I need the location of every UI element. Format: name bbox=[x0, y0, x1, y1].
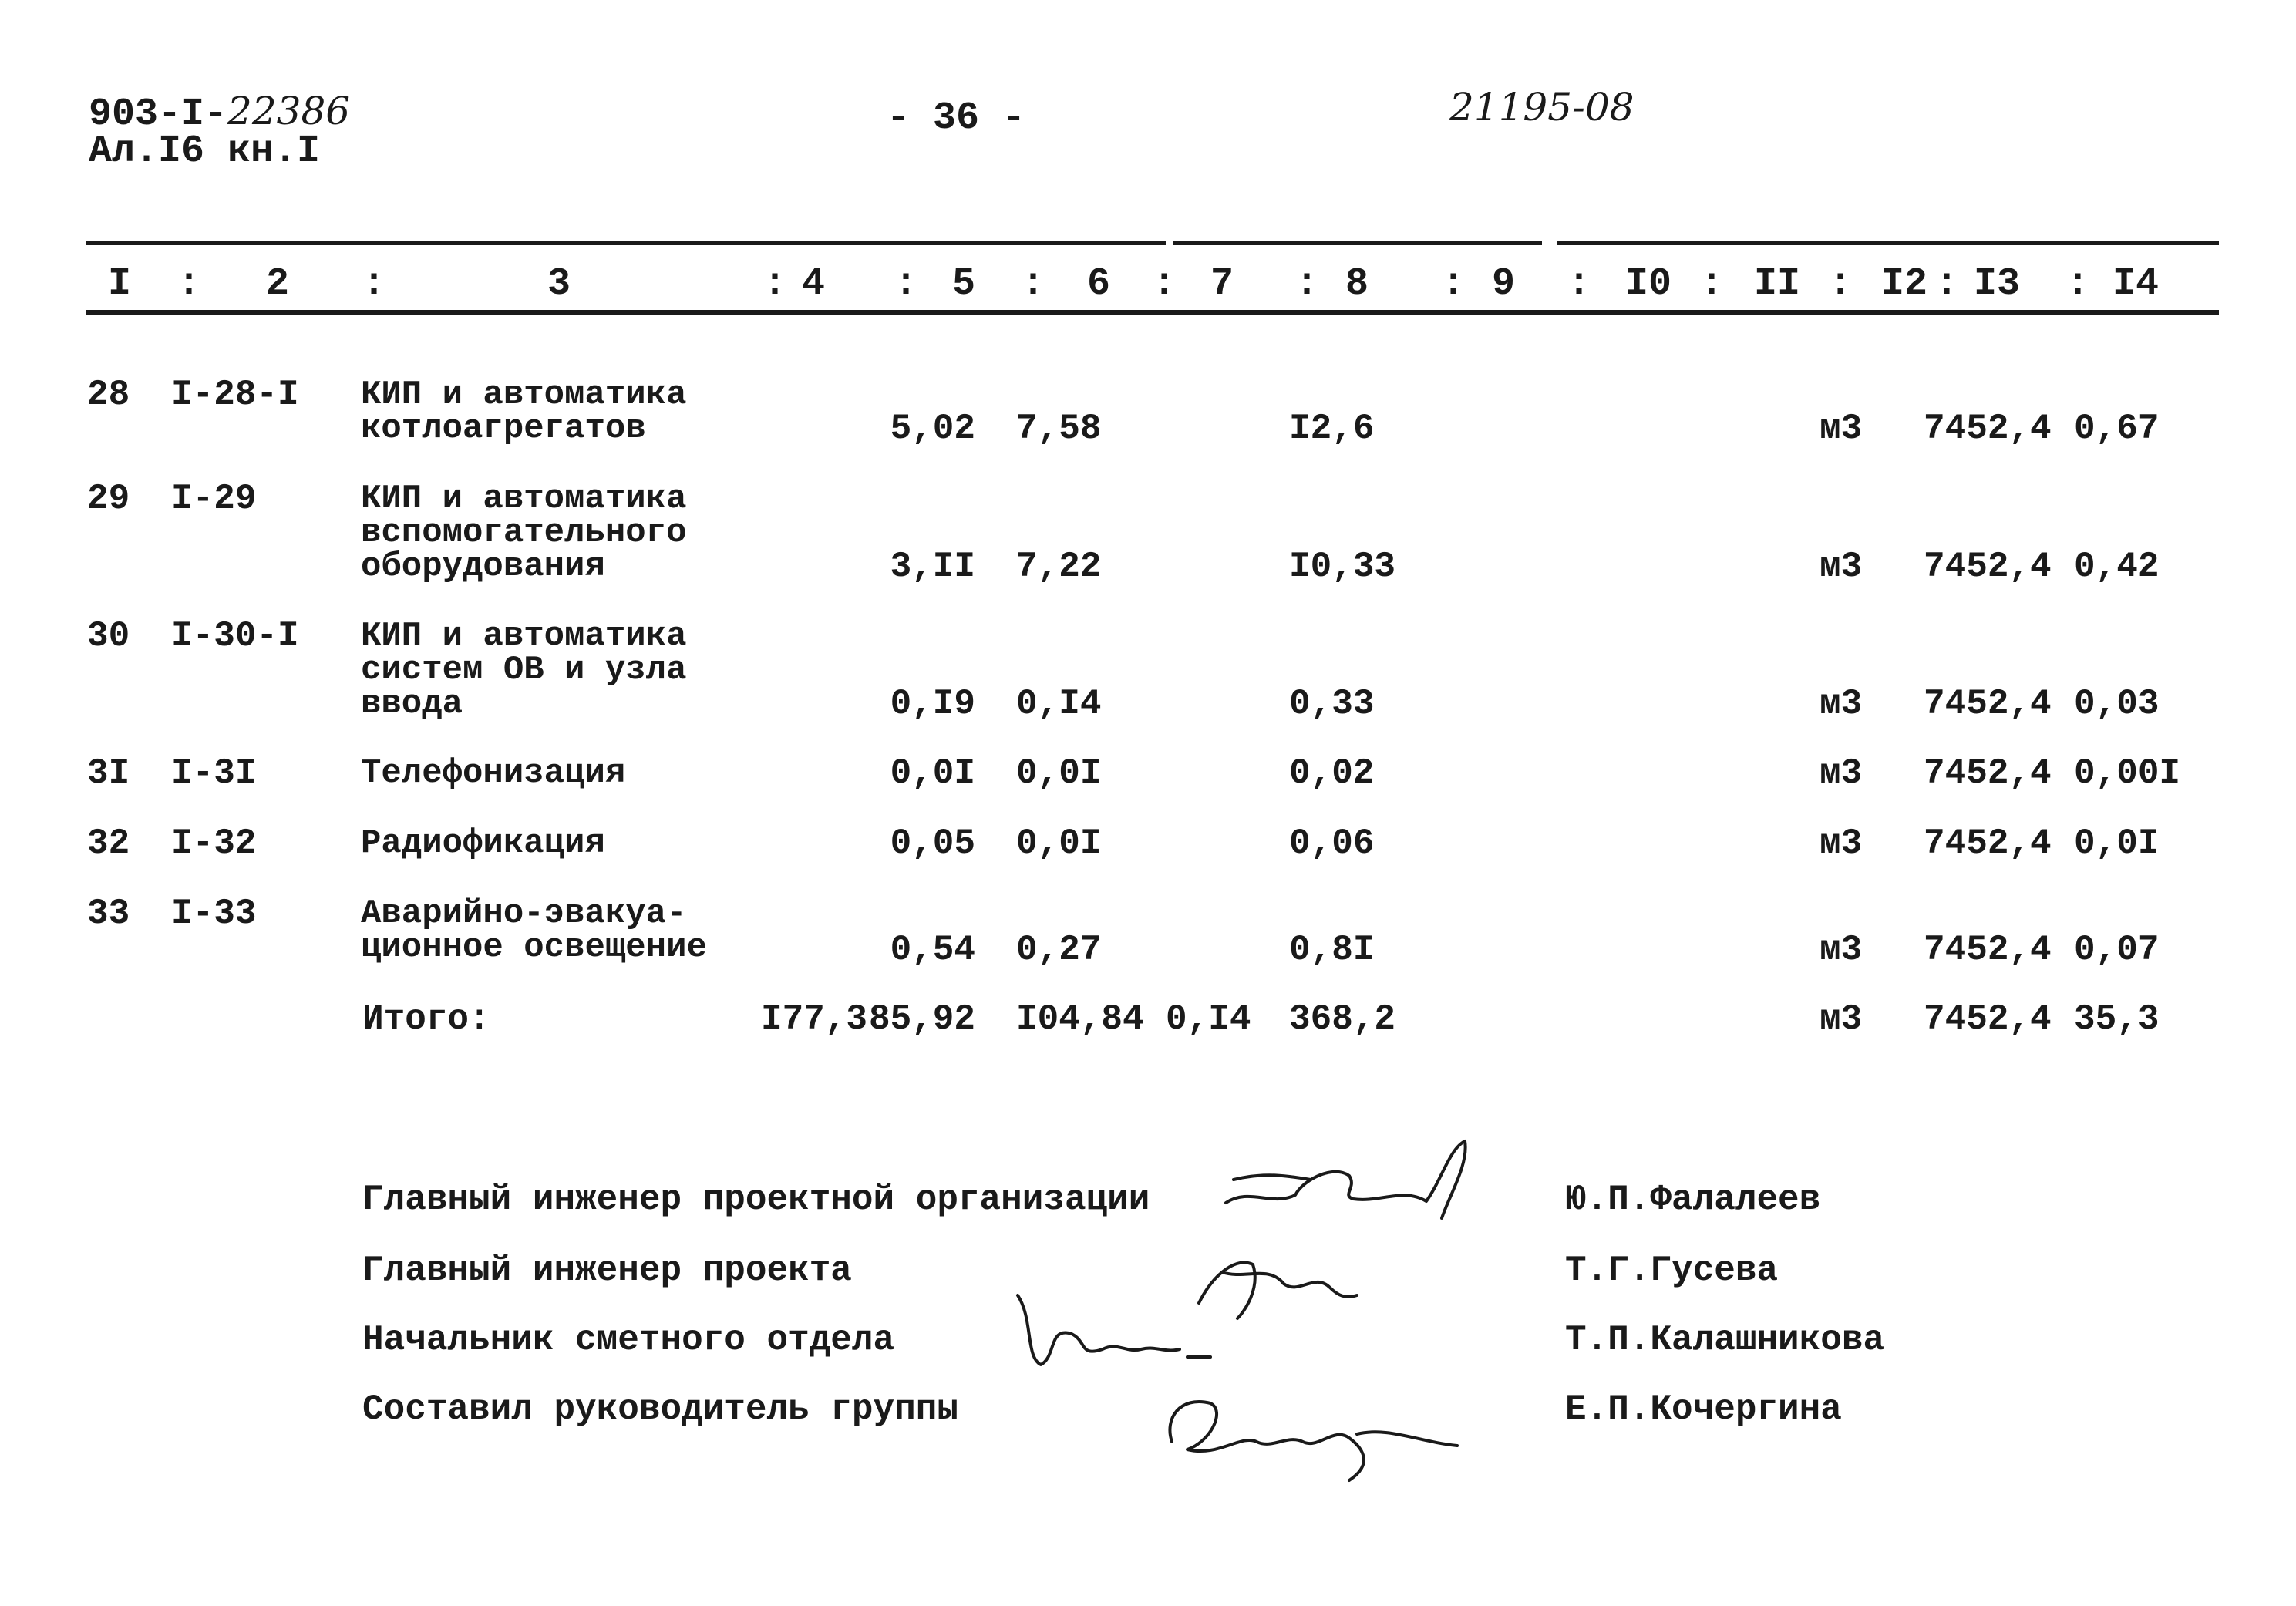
col-12: I2 bbox=[1881, 262, 1928, 306]
total-col4: I77,3 bbox=[760, 999, 867, 1039]
col-separator: : bbox=[177, 262, 201, 306]
cell-col14: 0,07 bbox=[2074, 930, 2160, 970]
total-col14: 35,3 bbox=[2074, 999, 2160, 1039]
cell-col5: 5,02 bbox=[890, 409, 975, 449]
col-separator: : bbox=[1022, 262, 1045, 306]
signature-name: Е.П.Кочергина bbox=[1565, 1389, 1842, 1429]
total-col8: 368,2 bbox=[1289, 999, 1396, 1039]
cell-unit: м3 bbox=[1820, 930, 1863, 970]
col-6: 6 bbox=[1087, 262, 1111, 306]
handwritten-signature bbox=[1156, 1372, 1480, 1488]
cell-unit: м3 bbox=[1820, 409, 1863, 449]
col-8: 8 bbox=[1345, 262, 1369, 306]
col-3: 3 bbox=[547, 262, 571, 306]
cell-col5: 0,05 bbox=[890, 823, 975, 864]
handwritten-signature bbox=[1218, 1133, 1473, 1234]
row-code: I-32 bbox=[171, 823, 257, 864]
cell-col14: 0,00I bbox=[2074, 753, 2181, 793]
col-separator: : bbox=[1935, 262, 1959, 306]
cell-col5: 0,0I bbox=[890, 753, 975, 793]
total-col6: I04,84 bbox=[1016, 999, 1144, 1039]
col-separator: : bbox=[894, 262, 918, 306]
doc-code-prefix: 903-I- bbox=[89, 93, 228, 136]
col-4: 4 bbox=[802, 262, 826, 306]
cell-col6: 0,I4 bbox=[1016, 684, 1102, 724]
col-separator: : bbox=[1829, 262, 1853, 306]
col-2: 2 bbox=[266, 262, 290, 306]
cell-col13: 7452,4 bbox=[1924, 684, 2052, 724]
signature-name: Ю.П.Фалалеев bbox=[1565, 1180, 1821, 1220]
row-code: I-30-I bbox=[171, 616, 299, 656]
col-5: 5 bbox=[952, 262, 976, 306]
handwritten-signature bbox=[1002, 1280, 1218, 1380]
total-col7: 0,I4 bbox=[1166, 999, 1251, 1039]
cell-col13: 7452,4 bbox=[1924, 823, 2052, 864]
reference-number: 21195-08 bbox=[1449, 85, 1634, 130]
cell-col14: 0,67 bbox=[2074, 409, 2160, 449]
cell-col13: 7452,4 bbox=[1924, 930, 2052, 970]
cell-col5: 0,I9 bbox=[890, 684, 975, 724]
row-number: 32 bbox=[87, 823, 130, 864]
row-number: 29 bbox=[87, 479, 130, 519]
cell-col6: 0,27 bbox=[1016, 930, 1102, 970]
top-rule-right bbox=[1557, 241, 2219, 245]
signature-role: Главный инженер проекта bbox=[362, 1251, 852, 1291]
col-9: 9 bbox=[1492, 262, 1516, 306]
cell-col8: 0,06 bbox=[1289, 823, 1375, 864]
row-number: 30 bbox=[87, 616, 130, 656]
signature-role: Главный инженер проектной организации bbox=[362, 1180, 1150, 1220]
col-separator: : bbox=[1700, 262, 1724, 306]
row-description: Аварийно-эвакуа- ционное освещение bbox=[361, 894, 707, 967]
top-rule-left bbox=[86, 241, 1166, 245]
row-code: I-33 bbox=[171, 894, 257, 934]
row-number: 3I bbox=[87, 753, 130, 793]
col-separator: : bbox=[1153, 262, 1177, 306]
col-separator: : bbox=[362, 262, 386, 306]
cell-unit: м3 bbox=[1820, 823, 1863, 864]
cell-col8: 0,33 bbox=[1289, 684, 1375, 724]
col-10: I0 bbox=[1625, 262, 1672, 306]
cell-col5: 3,II bbox=[890, 547, 975, 587]
row-code: I-3I bbox=[171, 753, 257, 793]
page-number: - 36 - bbox=[887, 96, 1026, 140]
total-label: Итого: bbox=[362, 999, 490, 1039]
row-description: Радиофикация bbox=[361, 824, 605, 863]
row-description: КИП и автоматика котлоагрегатов bbox=[361, 375, 687, 448]
doc-code-handwritten: 22386 bbox=[227, 89, 351, 133]
cell-col6: 7,58 bbox=[1016, 409, 1102, 449]
cell-col14: 0,0I bbox=[2074, 823, 2160, 864]
col-11: II bbox=[1754, 262, 1801, 306]
row-number: 28 bbox=[87, 375, 130, 415]
col-7: 7 bbox=[1210, 262, 1234, 306]
cell-col6: 0,0I bbox=[1016, 823, 1102, 864]
cell-col13: 7452,4 bbox=[1924, 547, 2052, 587]
col-14: I4 bbox=[2113, 262, 2160, 306]
cell-col13: 7452,4 bbox=[1924, 753, 2052, 793]
cell-col8: 0,8I bbox=[1289, 930, 1375, 970]
row-code: I-29 bbox=[171, 479, 257, 519]
row-code: I-28-I bbox=[171, 375, 299, 415]
signature-name: Т.П.Калашникова bbox=[1565, 1320, 1885, 1360]
cell-unit: м3 bbox=[1820, 547, 1863, 587]
album-number: Ал.I6 кн.I bbox=[89, 130, 321, 173]
col-separator: : bbox=[1442, 262, 1466, 306]
header-bottom-rule bbox=[86, 310, 2219, 315]
row-description: Телефонизация bbox=[361, 754, 626, 793]
col-separator: : bbox=[2066, 262, 2090, 306]
signature-role: Составил руководитель группы bbox=[362, 1389, 958, 1429]
row-description: КИП и автоматика вспомогательного оборудования bbox=[361, 480, 687, 586]
signature-name: Т.Г.Гусева bbox=[1565, 1251, 1779, 1291]
total-unit: м3 bbox=[1820, 999, 1863, 1039]
col-separator: : bbox=[1567, 262, 1591, 306]
cell-col6: 0,0I bbox=[1016, 753, 1102, 793]
col-13: I3 bbox=[1974, 262, 2021, 306]
col-separator: : bbox=[1295, 262, 1319, 306]
cell-col14: 0,42 bbox=[2074, 547, 2160, 587]
cell-col8: I2,6 bbox=[1289, 409, 1375, 449]
col-1: I bbox=[108, 262, 132, 306]
row-description: КИП и автоматика систем ОВ и узла ввода bbox=[361, 617, 687, 723]
col-separator: : bbox=[763, 262, 787, 306]
cell-col5: 0,54 bbox=[890, 930, 975, 970]
cell-col14: 0,03 bbox=[2074, 684, 2160, 724]
cell-col8: I0,33 bbox=[1289, 547, 1396, 587]
cell-unit: м3 bbox=[1820, 684, 1863, 724]
cell-col6: 7,22 bbox=[1016, 547, 1102, 587]
signature-role: Начальник сметного отдела bbox=[362, 1320, 895, 1360]
cell-unit: м3 bbox=[1820, 753, 1863, 793]
top-rule-middle bbox=[1173, 241, 1542, 245]
cell-col13: 7452,4 bbox=[1924, 409, 2052, 449]
row-number: 33 bbox=[87, 894, 130, 934]
cell-col8: 0,02 bbox=[1289, 753, 1375, 793]
total-col13: 7452,4 bbox=[1924, 999, 2052, 1039]
total-col5: 85,92 bbox=[868, 999, 975, 1039]
